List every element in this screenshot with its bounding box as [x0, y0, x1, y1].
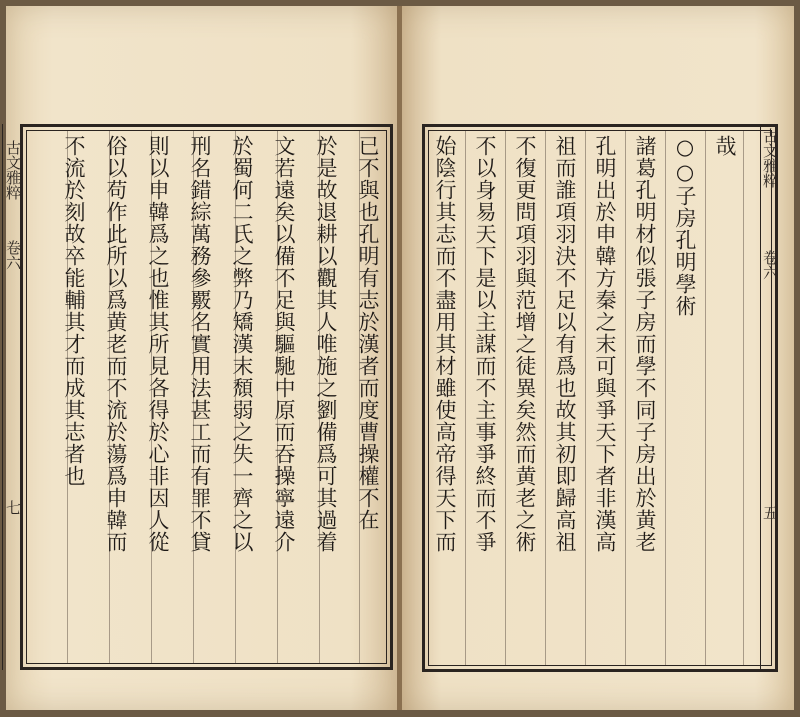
- text-column-8: 不流於刻故卒能輔其才而成其志者也: [62, 135, 86, 487]
- left-margin-title: 古文雅粹: [4, 140, 22, 200]
- text-column-1: 哉: [713, 135, 737, 157]
- column-rule: [625, 131, 626, 665]
- text-column-6: 則以申韓爲之也惟其所見各得於心非因人從: [146, 135, 170, 553]
- column-rule: [705, 131, 706, 665]
- right-margin-title: 古文雅粹: [761, 128, 779, 188]
- left-margin-folio: 七: [4, 500, 22, 515]
- text-column-7: 俗以苟作此所以爲黄老而不流於蕩爲申韓而: [104, 135, 128, 553]
- text-column-5: 刑名錯綜萬務參覈名實用法甚工而有罪不貸: [188, 135, 212, 553]
- text-column-8: 始陰行其志而不盡用其材雖使高帝得天下而: [433, 135, 457, 553]
- column-rule: [505, 131, 506, 665]
- column-rule: [585, 131, 586, 665]
- text-column-5: 祖而誰項羽決不足以有爲也故其初即歸高祖: [553, 135, 577, 553]
- column-rule: [665, 131, 666, 665]
- text-column-7: 不以身易天下是以主謀而不主事爭終而不爭: [473, 135, 497, 553]
- left-margin-volume: 卷六: [4, 240, 22, 270]
- right-text-frame: [422, 124, 778, 672]
- right-margin-folio: 五: [761, 505, 779, 520]
- right-margin-strip: [760, 124, 778, 670]
- left-text-frame: [20, 124, 393, 670]
- text-column-3: 文若遠矣以備不足與驅馳中原而吞操寧遠介: [272, 135, 296, 553]
- column-rule: [465, 131, 466, 665]
- text-column-3: 諸葛孔明材似張子房而學不同子房出於黄老: [633, 135, 657, 553]
- text-column-1: 已不與也孔明有志於漢者而度曹操權不在: [356, 135, 380, 531]
- text-column-4: 孔明出於申韓方秦之末可與爭天下者非漢高: [593, 135, 617, 553]
- column-rule: [545, 131, 546, 665]
- column-rule: [743, 131, 744, 665]
- text-column-4: 於蜀何二氏之弊乃矯漢末頹弱之失一齊之以: [230, 135, 254, 553]
- text-column-2: 於是故退耕以觀其人唯施之劉備爲可其過着: [314, 135, 338, 553]
- text-column-6: 不復更問項羽與范增之徒異矣然而黄老之術: [513, 135, 537, 553]
- left-margin-strip: [2, 124, 22, 670]
- essay-title: ○○子房孔明學術: [673, 135, 697, 317]
- right-margin-volume: 卷六: [761, 250, 779, 280]
